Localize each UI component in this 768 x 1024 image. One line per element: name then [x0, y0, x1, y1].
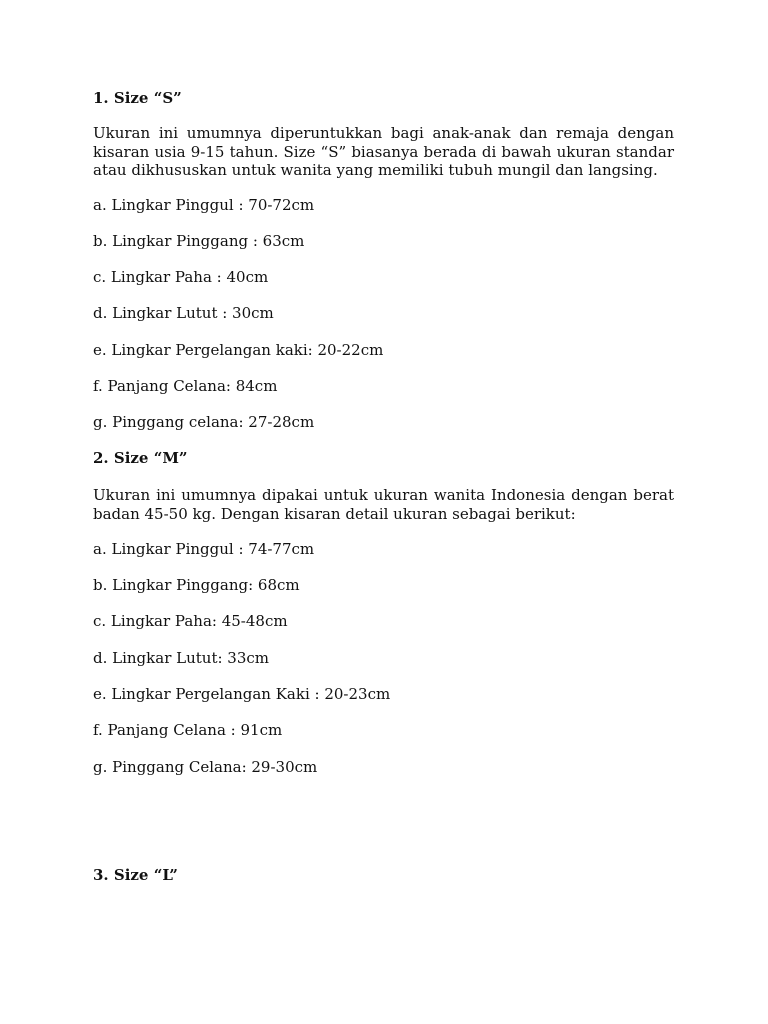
list-item: g. Pinggang Celana: 29-30cm	[93, 758, 318, 776]
list-item: a. Lingkar Pinggul : 70-72cm	[93, 196, 315, 214]
section-heading-s: 1. Size “S”	[93, 89, 182, 107]
list-item: d. Lingkar Lutut : 30cm	[93, 304, 274, 322]
list-item: a. Lingkar Pinggul : 74-77cm	[93, 540, 315, 558]
list-item: f. Panjang Celana : 91cm	[93, 721, 283, 739]
list-item: b. Lingkar Pinggang: 68cm	[93, 576, 300, 594]
list-item: d. Lingkar Lutut: 33cm	[93, 649, 270, 667]
list-item: e. Lingkar Pergelangan Kaki : 20-23cm	[93, 685, 391, 703]
list-item: b. Lingkar Pinggang : 63cm	[93, 232, 305, 250]
list-item: f. Panjang Celana: 84cm	[93, 377, 278, 395]
section-heading-m: 2. Size “M”	[93, 449, 188, 467]
list-item: g. Pinggang celana: 27-28cm	[93, 413, 315, 431]
section-heading-l: 3. Size “L”	[93, 866, 178, 884]
section-paragraph-s: Ukuran ini umumnya diperuntukkan bagi anak-anak dan remaja dengan kisaran usia 9-15 tahun. Size “S” biasanya berada di bawah ukuran standar atau dikhususkan untuk wanita yang memiliki tubuh mungil dan langsing.	[93, 124, 674, 179]
list-item: c. Lingkar Paha: 45-48cm	[93, 612, 288, 630]
list-item: e. Lingkar Pergelangan kaki: 20-22cm	[93, 341, 384, 359]
section-paragraph-m: Ukuran ini umumnya dipakai untuk ukuran wanita Indonesia dengan berat badan 45-50 kg. Dengan kisaran detail ukuran sebagai berikut:	[93, 486, 674, 523]
list-item: c. Lingkar Paha : 40cm	[93, 268, 269, 286]
